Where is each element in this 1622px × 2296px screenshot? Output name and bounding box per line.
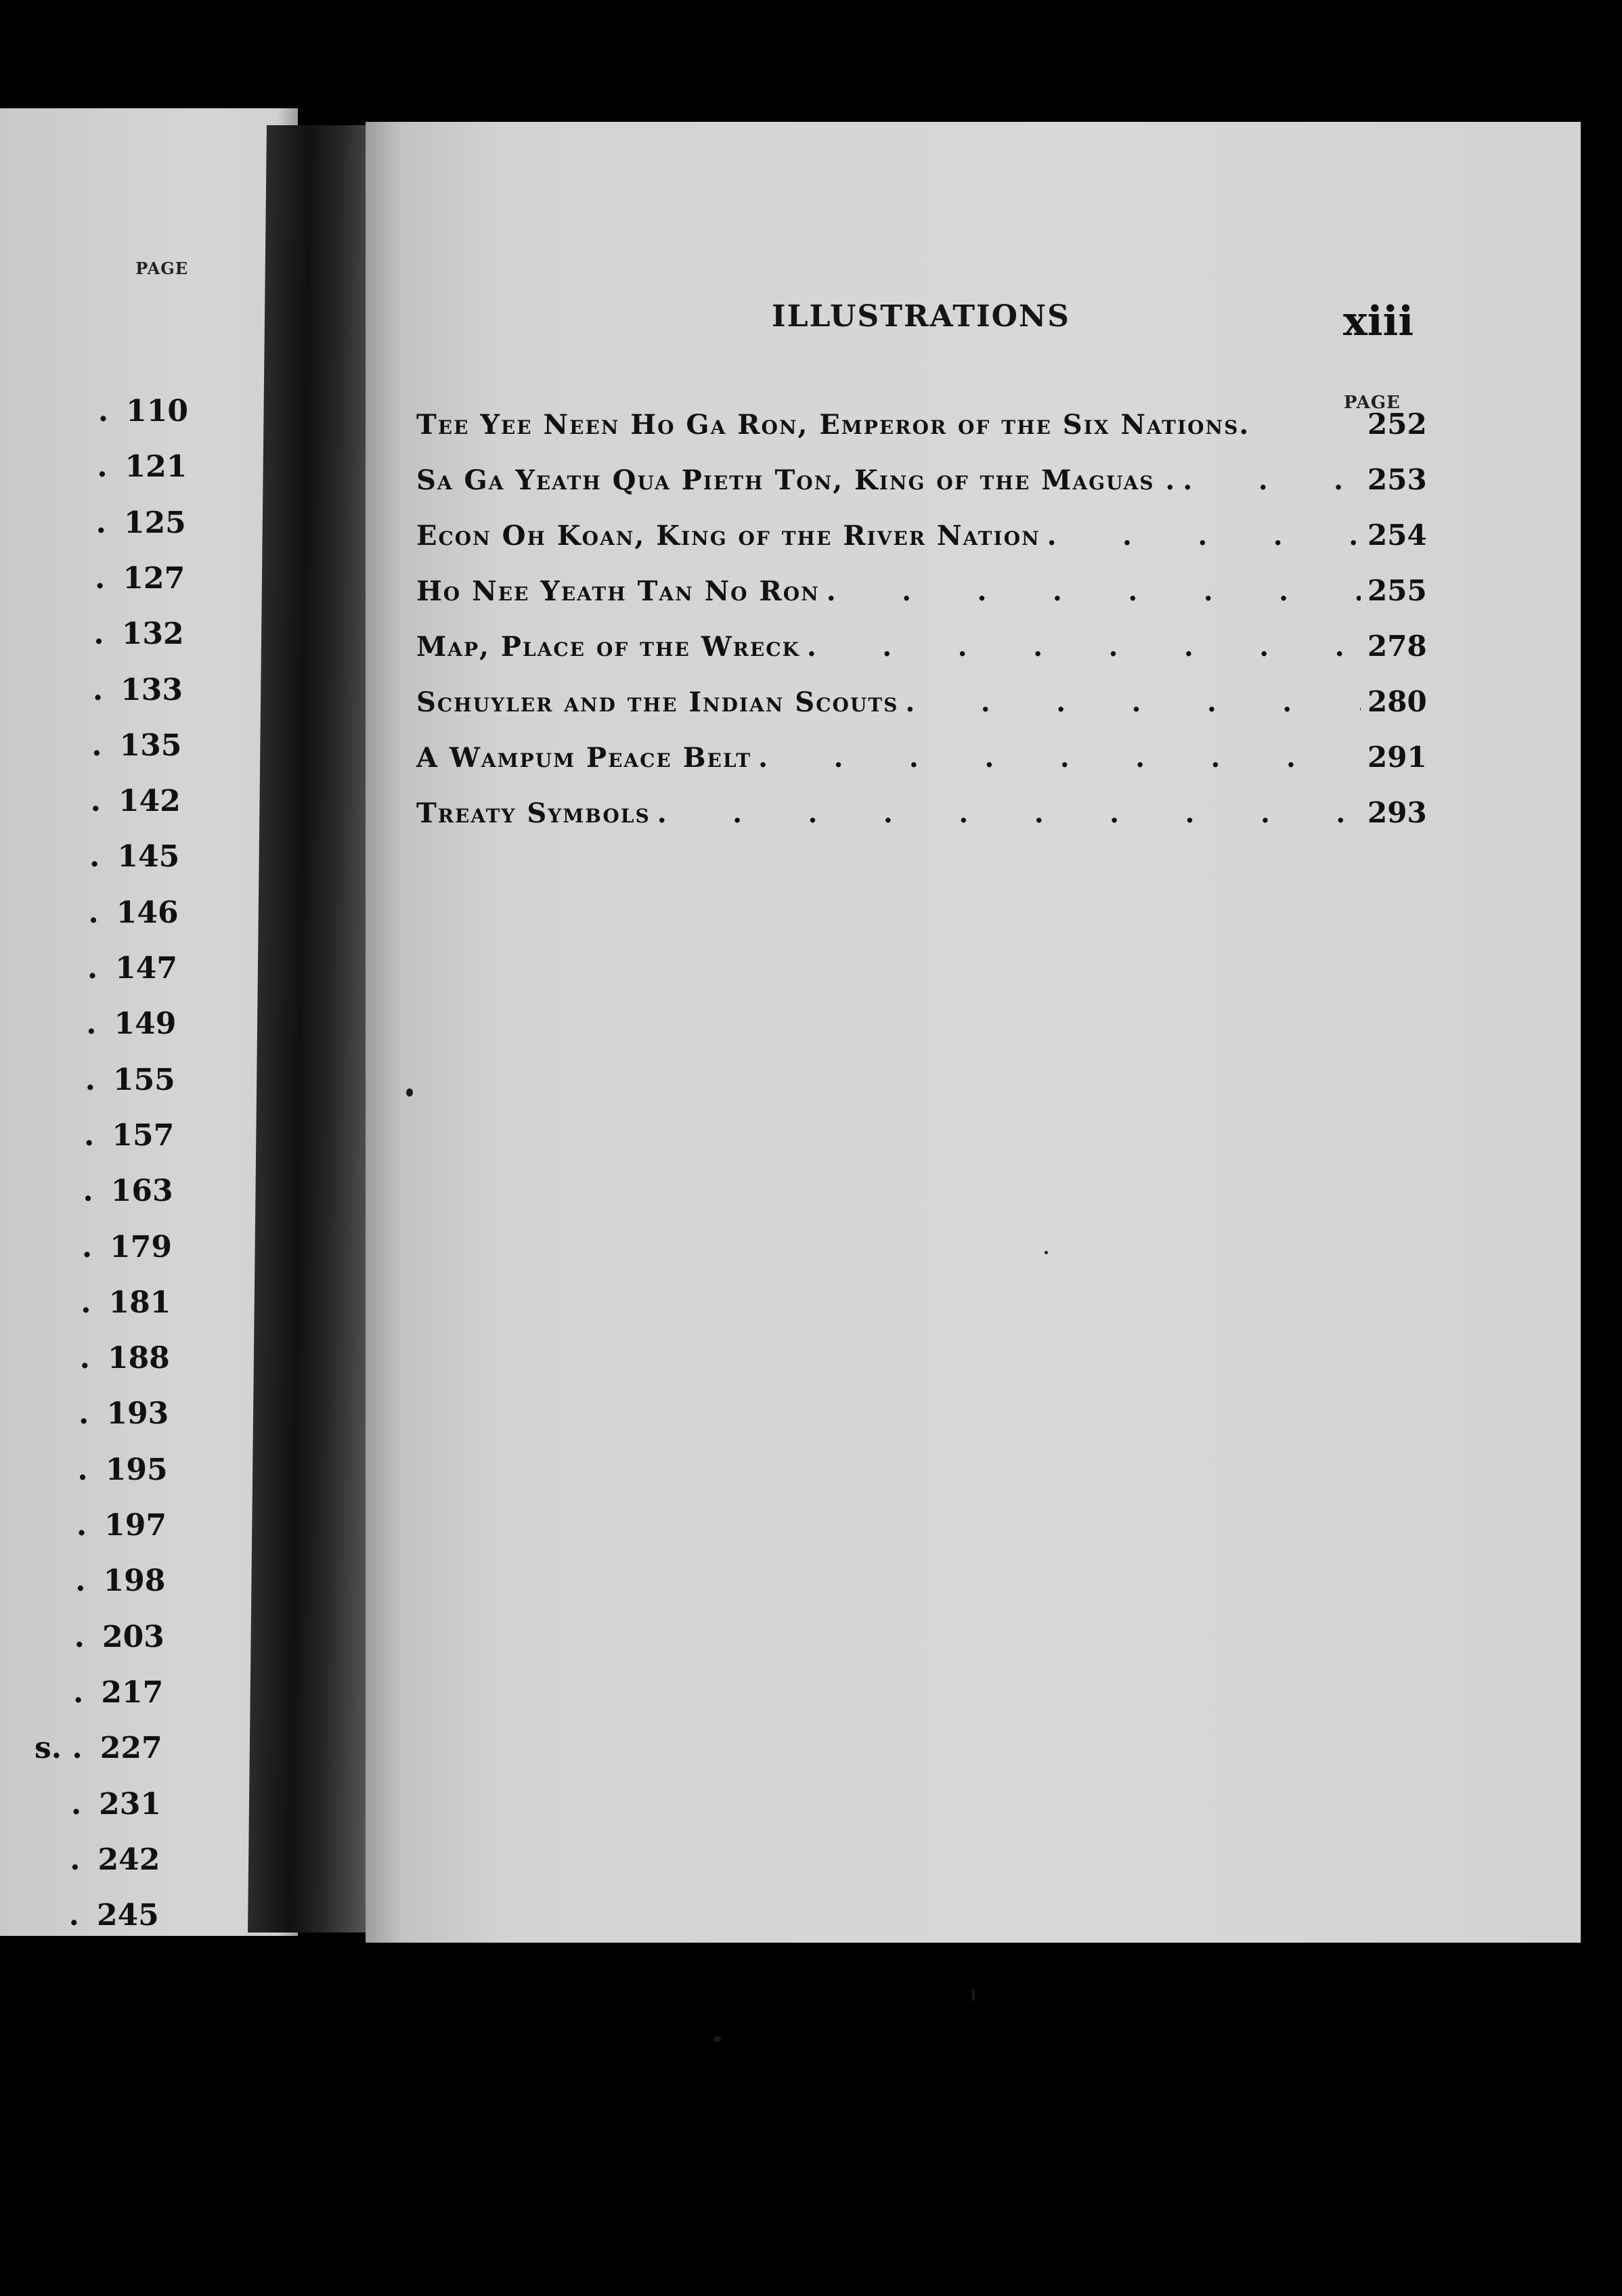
illustration-title: A Wampum Peace Belt bbox=[416, 742, 752, 774]
left-page-entry bbox=[0, 1171, 173, 1212]
dot-leader bbox=[827, 575, 1361, 607]
illustration-entry bbox=[416, 574, 1427, 621]
left-entry-page-number: 227 bbox=[100, 1731, 162, 1766]
left-entry-leader: . bbox=[79, 1341, 90, 1376]
left-page-entry bbox=[0, 447, 187, 487]
page-column-label: PAGE bbox=[1344, 393, 1401, 413]
left-page-entry bbox=[0, 391, 188, 432]
left-entry-leader: . bbox=[89, 839, 100, 875]
folio-number: xiii bbox=[1343, 298, 1414, 345]
left-entry-page-number: 125 bbox=[123, 505, 186, 540]
left-entry-page-number: 127 bbox=[123, 560, 185, 596]
illustration-page-number: 280 bbox=[1367, 685, 1427, 718]
dot-leader bbox=[758, 742, 1361, 774]
scan-speck bbox=[1045, 1251, 1048, 1254]
left-page-entry bbox=[0, 726, 181, 766]
scan-speck bbox=[714, 2036, 721, 2042]
left-page-entry bbox=[0, 1561, 165, 1602]
left-page-entry bbox=[0, 837, 179, 877]
left-entry-page-number: 121 bbox=[125, 449, 188, 485]
left-page-entry bbox=[0, 948, 177, 989]
left-page-entry bbox=[0, 1116, 174, 1156]
left-entry-page-number: 110 bbox=[126, 394, 188, 428]
left-page-entry bbox=[0, 1895, 159, 1936]
left-entry-leader: . bbox=[95, 505, 106, 540]
illustration-entry bbox=[416, 741, 1427, 788]
left-entry-page-number: 133 bbox=[120, 672, 183, 707]
left-entry-leader: . bbox=[83, 1174, 93, 1209]
left-entry-page-number: 142 bbox=[118, 784, 181, 819]
left-page-entry bbox=[0, 1673, 163, 1713]
illustration-page-number: 253 bbox=[1367, 463, 1427, 496]
left-page-heading: PAGE bbox=[135, 259, 188, 278]
illustration-title: Sa Ga Yeath Qua Pieth Ton, King of the Maguas . bbox=[416, 464, 1177, 496]
left-entry-leader: . bbox=[91, 728, 102, 763]
illustration-page-number: 291 bbox=[1367, 741, 1427, 774]
illustration-page-number: 255 bbox=[1367, 574, 1427, 607]
left-page-entry bbox=[0, 1450, 168, 1491]
illustration-page-number: 293 bbox=[1367, 796, 1427, 829]
left-entry-leader: . bbox=[81, 1229, 93, 1264]
dot-leader bbox=[807, 631, 1361, 663]
left-entry-leader: . bbox=[88, 895, 99, 930]
left-page-entry bbox=[0, 1227, 172, 1268]
left-entry-leader: . bbox=[95, 560, 106, 596]
left-entry-page-number: 179 bbox=[110, 1229, 172, 1264]
left-entry-page-number: 163 bbox=[110, 1174, 173, 1209]
left-page-entry bbox=[0, 1283, 171, 1323]
left-page-entry bbox=[0, 781, 181, 822]
left-entry-page-number: 242 bbox=[97, 1842, 160, 1877]
scan-speck bbox=[406, 1088, 413, 1097]
left-page-entry bbox=[0, 893, 179, 933]
left-entry-leader: s. . bbox=[35, 1731, 83, 1766]
left-entry-leader: . bbox=[85, 1062, 95, 1097]
left-entry-leader: . bbox=[70, 1842, 81, 1877]
left-entry-page-number: 195 bbox=[105, 1452, 168, 1487]
illustration-title: Ho Nee Yeath Tan No Ron bbox=[416, 575, 820, 607]
left-entry-leader: . bbox=[70, 1786, 82, 1822]
left-entry-leader: . bbox=[92, 672, 104, 707]
left-entry-page-number: 231 bbox=[99, 1786, 161, 1822]
left-page-entry bbox=[0, 1840, 160, 1880]
left-entry-page-number: 203 bbox=[102, 1619, 165, 1654]
illustration-entry bbox=[416, 796, 1427, 843]
left-entry-leader: . bbox=[74, 1619, 85, 1654]
left-entry-page-number: 188 bbox=[107, 1341, 170, 1376]
scan-speck bbox=[972, 1989, 975, 2001]
illustration-page-number: 254 bbox=[1367, 518, 1427, 552]
left-page-entry bbox=[0, 1505, 167, 1546]
left-entry-leader: . bbox=[97, 449, 108, 485]
left-entry-leader: . bbox=[79, 1396, 89, 1432]
illustration-title: Econ Oh Koan, King of the River Nation bbox=[416, 520, 1040, 552]
left-entry-leader: . bbox=[76, 1508, 87, 1543]
left-entry-page-number: 193 bbox=[106, 1396, 169, 1432]
left-page-entry bbox=[0, 558, 185, 599]
left-entry-page-number: 245 bbox=[96, 1898, 159, 1933]
illustration-entry bbox=[416, 407, 1427, 455]
left-page-entry bbox=[0, 1617, 165, 1658]
illustration-entry bbox=[416, 463, 1427, 510]
left-entry-leader: . bbox=[84, 1118, 95, 1153]
left-page-entry bbox=[0, 1338, 170, 1379]
left-entry-page-number: 132 bbox=[121, 617, 184, 652]
illustration-title: Map, Place of the Wreck bbox=[416, 631, 800, 663]
left-entry-page-number: 147 bbox=[115, 951, 177, 986]
illustration-entry bbox=[416, 685, 1427, 732]
left-page-entry bbox=[0, 1060, 175, 1101]
left-entry-page-number: 155 bbox=[112, 1062, 175, 1097]
dot-leader bbox=[657, 797, 1361, 829]
illustration-entry bbox=[416, 518, 1427, 566]
left-entry-page-number: 135 bbox=[119, 728, 182, 763]
left-entry-leader: . bbox=[73, 1675, 84, 1710]
dot-leader bbox=[905, 686, 1361, 718]
dot-leader bbox=[1183, 464, 1361, 496]
left-entry-leader: . bbox=[93, 617, 104, 652]
left-entry-leader: . bbox=[87, 951, 98, 986]
left-page-entry bbox=[0, 1784, 161, 1825]
illustration-title: Schuyler and the Indian Scouts bbox=[416, 686, 899, 718]
left-page-entry bbox=[0, 1004, 176, 1044]
left-entry-leader: . bbox=[81, 1285, 91, 1320]
left-entry-page-number: 149 bbox=[114, 1007, 177, 1042]
left-entry-leader: . bbox=[86, 1007, 97, 1042]
left-entry-leader: . bbox=[77, 1452, 88, 1487]
left-entry-page-number: 197 bbox=[104, 1508, 167, 1543]
left-entry-page-number: 146 bbox=[116, 895, 179, 930]
left-page-entry bbox=[0, 1394, 169, 1434]
left-entry-leader: . bbox=[75, 1564, 86, 1599]
left-entry-page-number: 198 bbox=[103, 1564, 166, 1599]
illustration-entry bbox=[416, 630, 1427, 677]
left-entry-leader: . bbox=[97, 394, 109, 428]
left-entry-page-number: 217 bbox=[101, 1675, 164, 1710]
left-page-entry bbox=[0, 503, 186, 544]
illustration-page-number: 278 bbox=[1367, 630, 1427, 663]
illustration-title: Tee Yee Neen Ho Ga Ron, Emperor of the Six Nations. bbox=[416, 409, 1250, 441]
illustration-page-number: 252 bbox=[1367, 407, 1427, 441]
left-page-entry bbox=[0, 670, 183, 711]
left-page-entry bbox=[0, 614, 184, 655]
left-entry-page-number: 145 bbox=[117, 839, 180, 875]
left-entry-leader: . bbox=[90, 784, 101, 819]
left-entry-leader: . bbox=[68, 1898, 79, 1933]
running-head: ILLUSTRATIONS bbox=[772, 299, 1070, 334]
left-entry-page-number: 181 bbox=[108, 1285, 171, 1320]
illustration-title: Treaty Symbols bbox=[416, 797, 651, 829]
dot-leader bbox=[1047, 520, 1361, 552]
left-entry-page-number: 157 bbox=[112, 1118, 175, 1153]
left-page-entry bbox=[0, 1728, 162, 1769]
